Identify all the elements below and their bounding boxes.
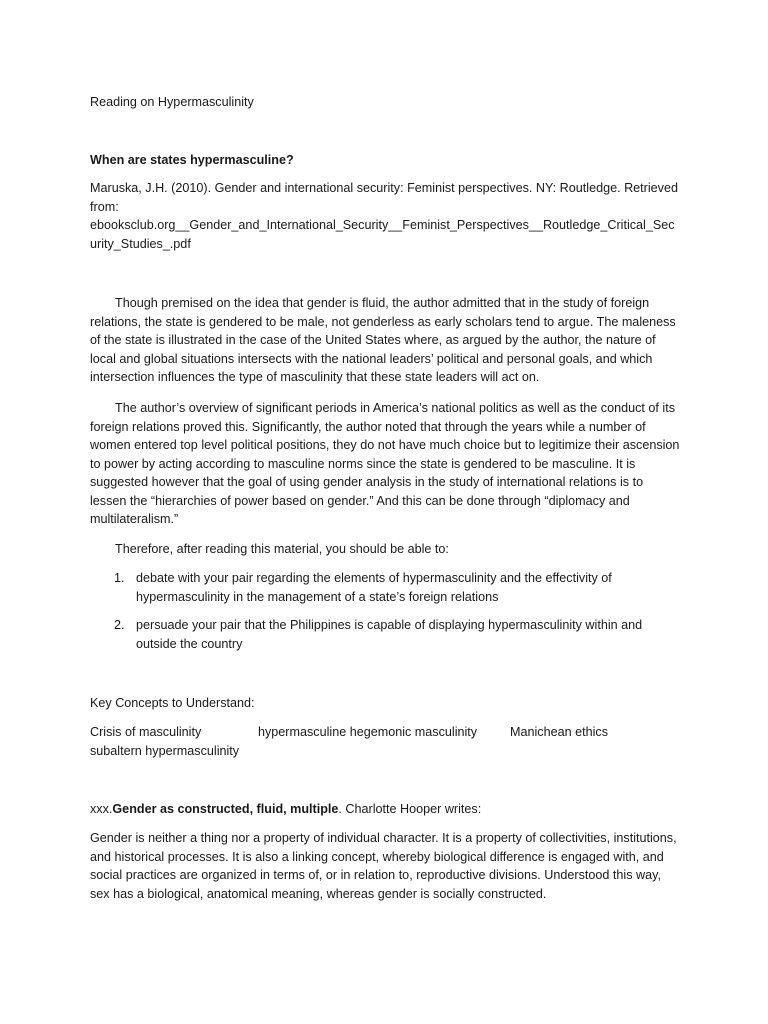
section-heading: xxx.Gender as constructed, fluid, multiple. Charlotte Hooper writes: (90, 802, 482, 816)
document-title: Reading on Hypermasculinity (90, 95, 254, 109)
key-concept: subaltern hypermasculinity (90, 744, 240, 758)
paragraph-2: The author’s overview of significant periods in America’s national politics as well as the conduct of its foreign relations proved this. Significantly, the author noted that through the years while a number of women entered top level political positions, they do not have much choice but to legitimize their ascension to power by acting according to masculine norms since the state is gendered to be masculine. It is suggested however that the goal of using gender analysis in the study of international relations is to lessen the “hierarchies of power based on gender.” And this can be done through “diplomacy and multilateralism.” (90, 401, 680, 526)
key-concept: hypermasculine hegemonic masculinity (258, 725, 478, 739)
question-heading: When are states hypermasculine? (90, 153, 294, 167)
objectives-intro: Therefore, after reading this material, you should be able to: (115, 542, 449, 556)
citation-text: Maruska, J.H. (2010). Gender and international security: Feminist perspectives. NY: Routledge. Retrieved from: (90, 181, 678, 214)
objectives-list (90, 569, 680, 653)
key-concept: Manichean ethics (510, 725, 609, 739)
list-item: 2. persuade your pair that the Philippines is capable of displaying hypermasculinity within and outside the country (114, 618, 643, 651)
key-concepts-heading: Key Concepts to Understand: (90, 696, 255, 710)
key-concept: Crisis of masculinity (90, 725, 202, 739)
list-item: 1. debate with your pair regarding the elements of hypermasculinity and the effectivity of hypermasculinity in the management of a state’s foreign relations (114, 571, 612, 604)
key-concepts-list (90, 723, 690, 763)
citation-url: ebooksclub.org__Gender_and_International_Security__Feminist_Perspectives__Routledge_Critical_Security_Studies_.pdf (90, 218, 675, 251)
quote-paragraph: Gender is neither a thing nor a property of individual character. It is a property of collectivities, institutions, and historical processes. It is also a linking concept, whereby biological difference is engaged with, and social practices are organized in terms of, or in relation to, reproductive divisions. Understood this way, sex has a biological, anatomical meaning, whereas gender is socially constructed. (90, 831, 677, 901)
citation (90, 179, 680, 253)
paragraph-1: Though premised on the idea that gender is fluid, the author admitted that in the study of foreign relations, the state is gendered to be male, not genderless as early scholars tend to argue. The maleness of the state is illustrated in the case of the United States where, as argued by the author, the nature of local and global situations intersects with the national leaders’ political and personal goals, and which intersection influences the type of masculinity that these state leaders will act on. (90, 296, 676, 384)
